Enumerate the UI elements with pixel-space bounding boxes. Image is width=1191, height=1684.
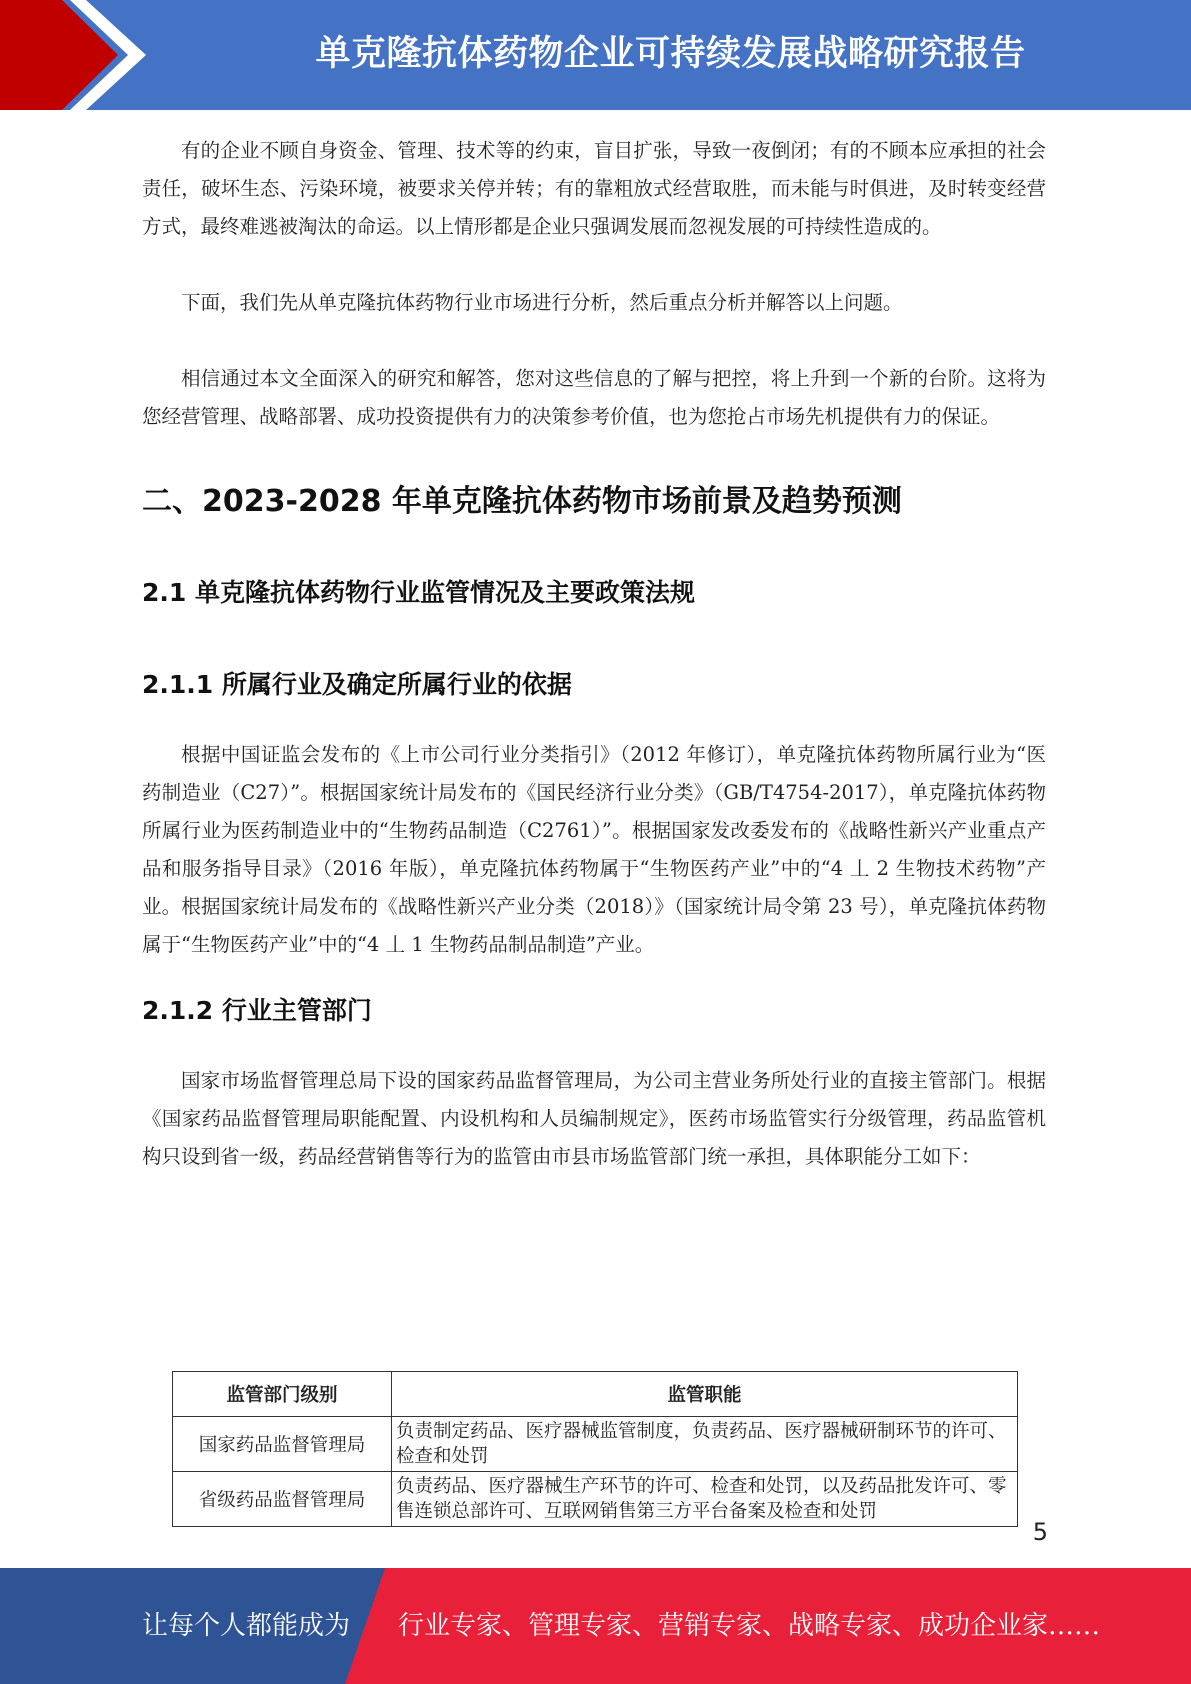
regulatory-table — [172, 1371, 1018, 1527]
report-title: 单克隆抗体药物企业可持续发展战略研究报告 — [315, 34, 1026, 74]
authority-paragraph: 国家市场监督管理总局下设的国家药品监督管理局，为公司主营业务所处行业的直接主管部门。根据《国家药品监督管理局职能配置、内设机构和人员编制规定》，医药市场监管实行分级管理，药品监管机构只设到省一级，药品经营销售等行为的监管由市县市场监管部门统一承担，具体职能分工如下： — [142, 1069, 1046, 1168]
header-bar — [0, 0, 1191, 110]
table-header-row — [173, 1372, 1018, 1417]
intro-paragraph-1: 有的企业不顾自身资金、管理、技术等的约束，盲目扩张，导致一夜倒闭；有的不顾本应承担的社会责任，破坏生态、污染环境，被要求关停并转；有的靠粗放式经营取胜，而未能与时俱进，及时转变经营方式，最终难逃被淘汰的命运。以上情形都是企业只强调发展而忽视发展的可持续性造成的。 — [142, 139, 1046, 238]
page-content — [142, 132, 1046, 1176]
subsubsection-heading-1: 2.1.1 所属行业及确定所属行业的依据 — [142, 670, 572, 699]
table-cell-level: 省级药品监督管理局 — [173, 1472, 392, 1527]
header-arrow-icon — [0, 0, 160, 110]
table-cell-function: 负责制定药品、医疗器械监管制度，负责药品、医疗器械研制环节的许可、检查和处罚 — [392, 1417, 1018, 1472]
page-number: 5 — [1032, 1518, 1048, 1546]
table-cell-function: 负责药品、医疗器械生产环节的许可、检查和处罚，以及药品批发许可、零售连锁总部许可、互联网销售第三方平台备案及检查和处罚 — [392, 1472, 1018, 1527]
table-row — [173, 1472, 1018, 1527]
table-cell-level: 国家药品监督管理局 — [173, 1417, 392, 1472]
table-header-level: 监管部门级别 — [173, 1372, 392, 1417]
footer-slogan-right: 行业专家、管理专家、营销专家、战略专家、成功企业家…… — [398, 1611, 1101, 1641]
intro-paragraph-3: 相信通过本文全面深入的研究和解答，您对这些信息的了解与把控，将上升到一个新的台阶。这将为您经营管理、战略部署、成功投资提供有力的决策参考价值，也为您抢占市场先机提供有力的保证。 — [142, 367, 1046, 428]
table-row — [173, 1417, 1018, 1472]
footer-bar — [0, 1568, 1191, 1684]
footer-slogan-left: 让每个人都能成为 — [142, 1611, 351, 1641]
industry-classification-paragraph: 根据中国证监会发布的《上市公司行业分类指引》（2012 年修订），单克隆抗体药物所属行业为“医药制造业（C27）”。根据国家统计局发布的《国民经济行业分类》（GB/T4754-2017），单克隆抗体药物所属行业为医药制造业中的“生物药品制造（C2761）”。根据国家发改委发布的《战略性新兴产业重点产品和服务指导目录》（2016 年版），单克隆抗体药物属于“生物医药产业”中的“4 丄 2 生物技术药物”产业。根据国家统计局发布的《战略性新兴产业分类（2018）》（国家统计局令第 23 号），单克隆抗体药物属于“生物医药产业”中的“4 丄 1 生物药品制品制造”产业。 — [142, 743, 1046, 956]
subsection-heading: 2.1 单克隆抗体药物行业监管情况及主要政策法规 — [142, 578, 695, 607]
table-header-function: 监管职能 — [392, 1372, 1018, 1417]
subsubsection-heading-2: 2.1.2 行业主管部门 — [142, 996, 372, 1025]
intro-paragraph-2: 下面，我们先从单克隆抗体药物行业市场进行分析，然后重点分析并解答以上问题。 — [181, 291, 903, 314]
section-heading: 二、2023-2028 年单克隆抗体药物市场前景及趋势预测 — [142, 484, 902, 519]
